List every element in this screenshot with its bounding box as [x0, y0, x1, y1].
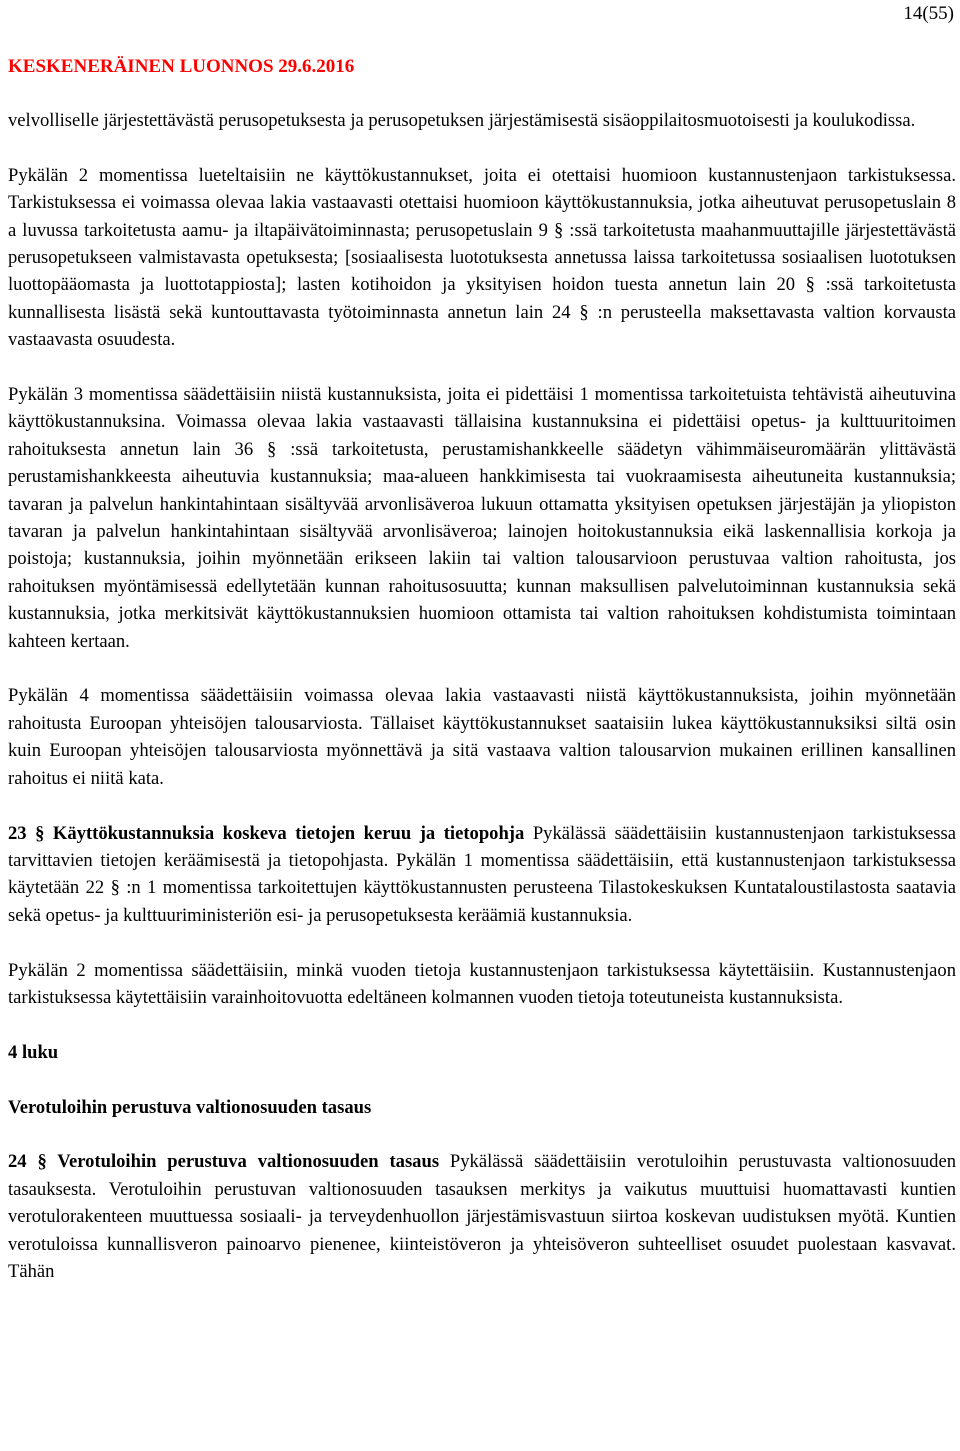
section-24-title: 24 § Verotuloihin perustuva valtionosuuden tasaus — [8, 1151, 440, 1173]
paragraph-1: velvolliselle järjestettävästä perusopetuksesta ja perusopetuksen järjestämisestä sisäoppilaitosmuotoisesti ja koulukodissa. — [8, 110, 916, 131]
paragraph-4: Pykälän 4 momentissa säädettäisiin voimassa olevaa lakia vastaavasti niistä käyttökustannuksista, joihin myönnetään rahoitusta Euroopan yhteisöjen talousarviosta. Tällaiset käyttökustannukset saataisiin lukea käyttökustannuksiksi siltä osin kuin Euroopan yhteisöjen talousarviosta myönnettävä ja sitä vastaava valtion talousarvion mukainen erillinen kansallinen rahoitus ei niitä kata. — [8, 685, 956, 789]
paragraph-2: Pykälän 2 momentissa lueteltaisiin ne käyttökustannukset, joita ei otettaisi huomioon kustannustenjaon tarkistuksessa. Tarkistuksessa ei voimassa olevaa lakia vastaavasti otettaisi huomioon käyttökustannuksia, jotka aiheutuvat perusopetuslain 8 a luvussa tarkoitetusta aamu- ja iltapäivätoiminnasta; perusopetuslain 9 § :ssä tarkoitetusta maahanmuuttajille järjestettävästä perusopetukseen valmistavasta opetuksesta; [sosiaalisesta luototuksesta annetussa laissa tarkoitetussa sosiaalisen luototuksen luottopääomasta ja luottotappiosta]; lasten kotihoidon ja yksityisen hoidon tuesta annetun lain 20 § :ssä tarkoitetusta kunnallisesta lisästä sekä kuntouttavasta työtoiminnasta annetun lain 24 § :n perusteella maksettavasta valtion korvausta vastaavasta osuudesta. — [8, 164, 956, 351]
paragraph-6: Pykälän 2 momentissa säädettäisiin, minkä vuoden tietoja kustannustenjaon tarkistuksessa käytettäisiin. Kustannustenjaon tarkistuksessa käytettäisiin varainhoitovuotta edeltäneen kolmannen vuoden tietoja toteutuneista kustannuksista. — [8, 959, 956, 1008]
document-body — [8, 107, 956, 1313]
paragraph-3: Pykälän 3 momentissa säädettäisiin niistä kustannuksista, joita ei pidettäisi 1 momentissa tarkoitetuista tehtävistä aiheutuvina käyttökustannuksina. Voimassa olevaa lakia vastaavasti tällaisina kustannuksina ei pidettäisi opetus- ja kulttuuritoimen rahoituksesta annetun lain 36 § :ssä tarkoitetusta, perustamishankkeelle säädetyn vähimmäiseuromäärän ylittävästä perustamishankkeesta aiheutuvia kustannuksia; maa-alueen hankkimisesta tai vuokraamisesta aiheutuneita kustannuksia; tavaran ja palvelun hankintahintaan sisältyvää arvonlisäveroa lukuun ottamatta yksityisen opetuksen järjestäjän ja yliopiston tavaran ja palvelun hankintahintaan sisältyvää arvonlisäveroa; lainojen hoitokustannuksia eikä laskennallisia korkoja ja poistoja; kustannuksia, joihin myönnetään erikseen lakiin tai valtion talousarvioon perustuvaa valtion rahoitusta, jos rahoituksen myöntämisessä edellytetään kunnan rahoitusosuutta; kunnan maksullisen palvelutoiminnan kustannuksia sekä kustannuksia, jotka merkitsivät käyttökustannuksien huomioon ottamista tai valtion rahoituksen kohdistumista toimintaan kahteen kertaan. — [8, 384, 956, 652]
paragraph-5 — [8, 820, 956, 930]
draft-label: KESKENERÄINEN LUONNOS 29.6.2016 — [8, 56, 355, 77]
paragraph-5-text: Pykälässä säädettäisiin kustannustenjaon tarkistuksessa tarvittavien tietojen keräämisestä ja tietopohjasta. Pykälän 1 momentissa säädettäisiin, että kustannustenjaon tarkistuksessa käytetään 22 § :n 1 momentissa tarkoitettujen käyttökustannusten perusteena Tilastokeskuksen Kuntataloustilastosta saatavia sekä opetus- ja kulttuuriministeriön esi- ja perusopetuksesta keräämiä kustannuksia. — [8, 822, 957, 926]
paragraph-7-text: Pykälässä säädettäisiin verotuloihin perustuvasta valtionosuuden tasauksesta. Verotuloihin perustuvan valtionosuuden tasauksen merkitys ja vaikutus muuttuisi huomattavasti kuntien verotulorakenteen muuttuessa sosiaali- ja terveydenhuollon järjestämisvastuun siirtoa koskevan uudistuksen myötä. Kuntien verotuloissa kunnallisveron painoarvo pienenee, kiinteistöveron ja yhteisöveron suhteelliset osuudet puolestaan kasvavat. Tähän — [8, 1151, 956, 1282]
chapter-title: Verotuloihin perustuva valtionosuuden tasaus — [8, 1096, 372, 1118]
paragraph-7 — [8, 1148, 956, 1285]
chapter-heading: 4 luku — [8, 1041, 59, 1063]
page-number: 14(55) — [903, 3, 954, 24]
section-23-title: 23 § Käyttökustannuksia koskeva tietojen keruu ja tietopohja — [8, 822, 525, 844]
